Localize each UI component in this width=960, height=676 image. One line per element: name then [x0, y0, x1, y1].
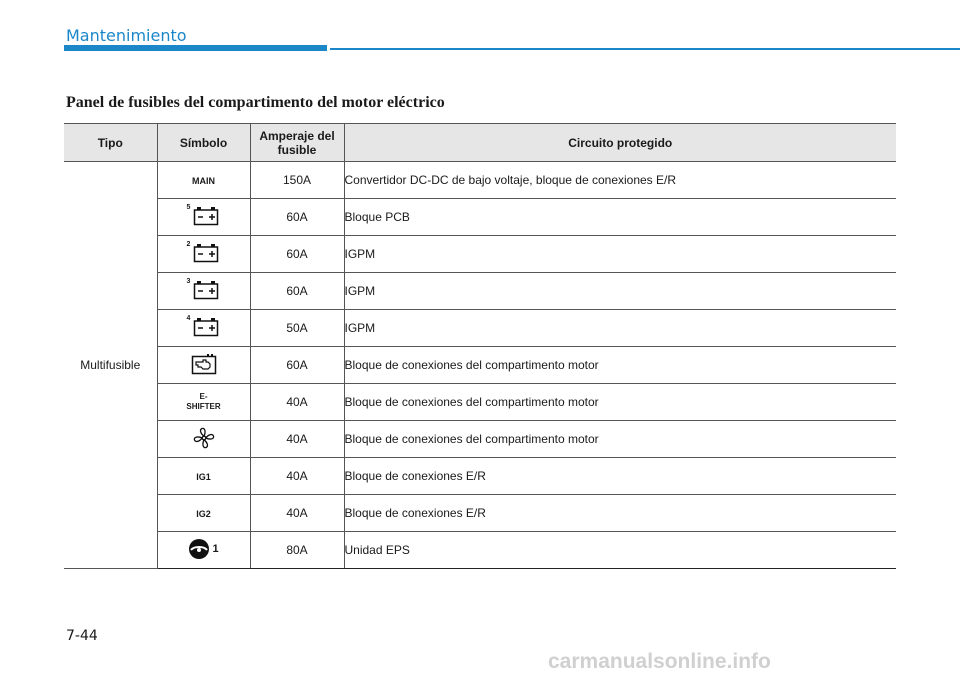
symbol-cell — [157, 310, 250, 347]
table-row — [64, 495, 896, 532]
table-row — [64, 162, 896, 199]
amperage-cell: 80A — [250, 532, 344, 569]
symbol-label: IG1 — [196, 472, 211, 482]
symbol-number: 3 — [186, 277, 191, 285]
table-row — [64, 384, 896, 421]
battery-icon — [193, 243, 219, 263]
header-rule-thick — [64, 45, 327, 51]
column-header-circuit: Circuito protegido — [344, 124, 896, 162]
symbol-cell — [157, 199, 250, 236]
fuse-table — [64, 123, 896, 569]
circuit-cell: IGPM — [344, 310, 896, 347]
circuit-cell: Convertidor DC-DC de bajo voltaje, bloque de conexiones E/R — [344, 162, 896, 199]
amperage-cell: 60A — [250, 347, 344, 384]
section-title: Mantenimiento — [66, 26, 187, 45]
column-header-amperage: Amperaje del fusible — [250, 124, 344, 162]
battery-icon — [193, 317, 219, 337]
header-rule-thin — [330, 48, 960, 50]
table-row — [64, 347, 896, 384]
column-header-symbol: Símbolo — [157, 124, 250, 162]
type-cell: Multifusible — [64, 162, 157, 569]
watermark: carmanualsonline.info — [548, 650, 771, 673]
table-row — [64, 421, 896, 458]
symbol-cell — [157, 458, 250, 495]
symbol-label-line1: E- — [199, 392, 208, 401]
engine-battery-icon — [191, 353, 217, 375]
symbol-number: 1 — [212, 542, 219, 555]
symbol-label: IG2 — [196, 509, 211, 519]
table-row — [64, 199, 896, 236]
amperage-cell: 40A — [250, 458, 344, 495]
symbol-number: 4 — [186, 314, 191, 322]
symbol-label-line2: SHIFTER — [186, 402, 221, 411]
amperage-cell: 60A — [250, 273, 344, 310]
symbol-number: 2 — [186, 240, 191, 248]
circuit-cell: Bloque PCB — [344, 199, 896, 236]
symbol-cell — [157, 532, 250, 569]
circuit-cell: Bloque de conexiones E/R — [344, 495, 896, 532]
amperage-cell: 150A — [250, 162, 344, 199]
circuit-cell: Bloque de conexiones del compartimento motor — [344, 347, 896, 384]
battery-icon — [193, 280, 219, 300]
symbol-cell — [157, 347, 250, 384]
table-row — [64, 532, 896, 569]
symbol-cell — [157, 495, 250, 532]
symbol-cell — [157, 273, 250, 310]
amperage-cell: 50A — [250, 310, 344, 347]
table-header-row — [64, 124, 896, 162]
table-row — [64, 458, 896, 495]
amperage-cell: 60A — [250, 236, 344, 273]
circuit-cell: IGPM — [344, 236, 896, 273]
page-title: Panel de fusibles del compartimento del motor eléctrico — [66, 94, 445, 111]
symbol-cell — [157, 162, 250, 199]
circuit-cell: IGPM — [344, 273, 896, 310]
circuit-cell: Unidad EPS — [344, 532, 896, 569]
circuit-cell: Bloque de conexiones del compartimento motor — [344, 384, 896, 421]
table-row — [64, 236, 896, 273]
amperage-cell: 40A — [250, 495, 344, 532]
amperage-cell: 40A — [250, 421, 344, 458]
circuit-cell: Bloque de conexiones del compartimento motor — [344, 421, 896, 458]
symbol-cell — [157, 236, 250, 273]
symbol-cell — [157, 421, 250, 458]
amperage-cell: 60A — [250, 199, 344, 236]
symbol-label: MAIN — [192, 176, 215, 186]
steering-wheel-icon — [188, 538, 210, 560]
table-row — [64, 310, 896, 347]
symbol-number: 5 — [186, 203, 191, 211]
amperage-cell: 40A — [250, 384, 344, 421]
symbol-cell — [157, 384, 250, 421]
circuit-cell: Bloque de conexiones E/R — [344, 458, 896, 495]
fan-icon — [192, 426, 216, 450]
symbol-label — [186, 392, 220, 412]
battery-icon — [193, 206, 219, 226]
column-header-type: Tipo — [64, 124, 157, 162]
page-number: 7-44 — [66, 628, 98, 644]
table-row — [64, 273, 896, 310]
